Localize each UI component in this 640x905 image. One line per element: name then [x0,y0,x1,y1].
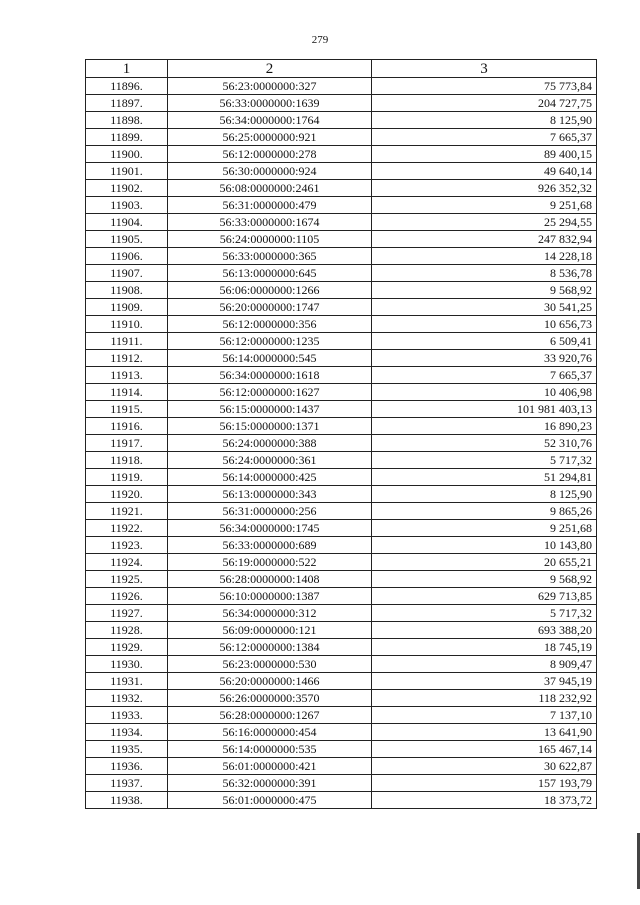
row-number-cell: 11899. [86,129,168,146]
cadastral-number-cell: 56:19:0000000:522 [168,554,372,571]
cadastral-number-cell: 56:10:0000000:1387 [168,588,372,605]
cadastral-number-cell: 56:33:0000000:365 [168,248,372,265]
value-cell: 10 406,98 [372,384,597,401]
table-row [86,367,597,384]
cadastral-number-cell: 56:09:0000000:121 [168,622,372,639]
table-row [86,316,597,333]
row-number-cell: 11907. [86,265,168,282]
cadastral-number-cell: 56:33:0000000:689 [168,537,372,554]
value-cell: 49 640,14 [372,163,597,180]
cadastral-number-cell: 56:12:0000000:278 [168,146,372,163]
row-number-cell: 11921. [86,503,168,520]
value-cell: 5 717,32 [372,452,597,469]
row-number-cell: 11905. [86,231,168,248]
value-cell: 16 890,23 [372,418,597,435]
value-cell: 8 536,78 [372,265,597,282]
value-cell: 33 920,76 [372,350,597,367]
row-number-cell: 11924. [86,554,168,571]
row-number-cell: 11926. [86,588,168,605]
value-cell: 37 945,19 [372,673,597,690]
table-row [86,639,597,656]
cadastral-number-cell: 56:14:0000000:535 [168,741,372,758]
value-cell: 18 745,19 [372,639,597,656]
cadastral-number-cell: 56:32:0000000:391 [168,775,372,792]
table-row [86,231,597,248]
cadastral-number-cell: 56:34:0000000:312 [168,605,372,622]
cadastral-number-cell: 56:28:0000000:1408 [168,571,372,588]
value-cell: 8 125,90 [372,486,597,503]
value-cell: 10 656,73 [372,316,597,333]
row-number-cell: 11932. [86,690,168,707]
row-number-cell: 11908. [86,282,168,299]
cadastral-number-cell: 56:20:0000000:1747 [168,299,372,316]
value-cell: 7 665,37 [372,367,597,384]
row-number-cell: 11931. [86,673,168,690]
cadastral-number-cell: 56:33:0000000:1639 [168,95,372,112]
table-row [86,418,597,435]
table-row [86,452,597,469]
cadastral-number-cell: 56:34:0000000:1745 [168,520,372,537]
table-row [86,350,597,367]
table-row [86,265,597,282]
column-header-3: 3 [372,60,597,78]
table-row [86,248,597,265]
table-row [86,299,597,316]
cadastral-value-table [85,59,597,809]
table-header-row [86,60,597,78]
cadastral-number-cell: 56:14:0000000:545 [168,350,372,367]
cadastral-number-cell: 56:15:0000000:1437 [168,401,372,418]
table-row [86,758,597,775]
cadastral-number-cell: 56:14:0000000:425 [168,469,372,486]
table-row [86,435,597,452]
cadastral-number-cell: 56:34:0000000:1764 [168,112,372,129]
row-number-cell: 11915. [86,401,168,418]
table-body [86,78,597,809]
value-cell: 5 717,32 [372,605,597,622]
value-cell: 52 310,76 [372,435,597,452]
table-row [86,146,597,163]
row-number-cell: 11919. [86,469,168,486]
row-number-cell: 11938. [86,792,168,809]
table-row [86,707,597,724]
row-number-cell: 11934. [86,724,168,741]
row-number-cell: 11909. [86,299,168,316]
table-row [86,163,597,180]
value-cell: 14 228,18 [372,248,597,265]
row-number-cell: 11910. [86,316,168,333]
table-row [86,588,597,605]
row-number-cell: 11904. [86,214,168,231]
row-number-cell: 11936. [86,758,168,775]
row-number-cell: 11903. [86,197,168,214]
cadastral-number-cell: 56:28:0000000:1267 [168,707,372,724]
row-number-cell: 11937. [86,775,168,792]
table-row [86,605,597,622]
row-number-cell: 11896. [86,78,168,95]
table-row [86,792,597,809]
value-cell: 247 832,94 [372,231,597,248]
table-row [86,775,597,792]
value-cell: 9 865,26 [372,503,597,520]
cadastral-number-cell: 56:26:0000000:3570 [168,690,372,707]
row-number-cell: 11929. [86,639,168,656]
row-number-cell: 11930. [86,656,168,673]
row-number-cell: 11906. [86,248,168,265]
value-cell: 157 193,79 [372,775,597,792]
table-row [86,214,597,231]
cadastral-number-cell: 56:23:0000000:530 [168,656,372,673]
table-row [86,503,597,520]
value-cell: 9 251,68 [372,197,597,214]
table-row [86,469,597,486]
value-cell: 7 665,37 [372,129,597,146]
row-number-cell: 11920. [86,486,168,503]
value-cell: 118 232,92 [372,690,597,707]
value-cell: 30 541,25 [372,299,597,316]
page-number: 279 [311,34,329,46]
row-number-cell: 11917. [86,435,168,452]
row-number-cell: 11898. [86,112,168,129]
table-row [86,486,597,503]
value-cell: 9 251,68 [372,520,597,537]
row-number-cell: 11914. [86,384,168,401]
value-cell: 10 143,80 [372,537,597,554]
table-row [86,673,597,690]
value-cell: 926 352,32 [372,180,597,197]
table-row [86,401,597,418]
cadastral-number-cell: 56:13:0000000:343 [168,486,372,503]
cadastral-number-cell: 56:24:0000000:361 [168,452,372,469]
cadastral-number-cell: 56:33:0000000:1674 [168,214,372,231]
table-row [86,520,597,537]
table-row [86,95,597,112]
cadastral-number-cell: 56:12:0000000:1235 [168,333,372,350]
cadastral-number-cell: 56:12:0000000:356 [168,316,372,333]
cadastral-number-cell: 56:31:0000000:256 [168,503,372,520]
value-cell: 8 909,47 [372,656,597,673]
value-cell: 9 568,92 [372,571,597,588]
value-cell: 51 294,81 [372,469,597,486]
table-row [86,112,597,129]
cadastral-number-cell: 56:01:0000000:475 [168,792,372,809]
cadastral-number-cell: 56:16:0000000:454 [168,724,372,741]
table-row [86,622,597,639]
value-cell: 8 125,90 [372,112,597,129]
cadastral-number-cell: 56:13:0000000:645 [168,265,372,282]
column-header-1: 1 [86,60,168,78]
value-cell: 30 622,87 [372,758,597,775]
cadastral-number-cell: 56:25:0000000:921 [168,129,372,146]
table-row [86,197,597,214]
cadastral-number-cell: 56:12:0000000:1627 [168,384,372,401]
table-row [86,571,597,588]
row-number-cell: 11918. [86,452,168,469]
cadastral-number-cell: 56:01:0000000:421 [168,758,372,775]
cadastral-number-cell: 56:31:0000000:479 [168,197,372,214]
value-cell: 204 727,75 [372,95,597,112]
value-cell: 89 400,15 [372,146,597,163]
value-cell: 13 641,90 [372,724,597,741]
table-row [86,180,597,197]
cadastral-number-cell: 56:20:0000000:1466 [168,673,372,690]
row-number-cell: 11912. [86,350,168,367]
table-row [86,724,597,741]
row-number-cell: 11922. [86,520,168,537]
cadastral-number-cell: 56:24:0000000:388 [168,435,372,452]
value-cell: 20 655,21 [372,554,597,571]
row-number-cell: 11925. [86,571,168,588]
row-number-cell: 11913. [86,367,168,384]
value-cell: 693 388,20 [372,622,597,639]
row-number-cell: 11916. [86,418,168,435]
cadastral-number-cell: 56:08:0000000:2461 [168,180,372,197]
row-number-cell: 11935. [86,741,168,758]
row-number-cell: 11927. [86,605,168,622]
row-number-cell: 11897. [86,95,168,112]
table-row [86,333,597,350]
table-row [86,690,597,707]
cadastral-number-cell: 56:23:0000000:327 [168,78,372,95]
row-number-cell: 11923. [86,537,168,554]
table-row [86,554,597,571]
row-number-cell: 11901. [86,163,168,180]
value-cell: 6 509,41 [372,333,597,350]
cadastral-number-cell: 56:34:0000000:1618 [168,367,372,384]
table-row [86,741,597,758]
cadastral-number-cell: 56:24:0000000:1105 [168,231,372,248]
value-cell: 165 467,14 [372,741,597,758]
row-number-cell: 11902. [86,180,168,197]
value-cell: 7 137,10 [372,707,597,724]
value-cell: 9 568,92 [372,282,597,299]
table-row [86,282,597,299]
cadastral-number-cell: 56:12:0000000:1384 [168,639,372,656]
cadastral-number-cell: 56:06:0000000:1266 [168,282,372,299]
value-cell: 75 773,84 [372,78,597,95]
cadastral-number-cell: 56:15:0000000:1371 [168,418,372,435]
value-cell: 18 373,72 [372,792,597,809]
value-cell: 101 981 403,13 [372,401,597,418]
table-row [86,129,597,146]
value-cell: 629 713,85 [372,588,597,605]
table-row [86,384,597,401]
column-header-2: 2 [168,60,372,78]
row-number-cell: 11900. [86,146,168,163]
row-number-cell: 11933. [86,707,168,724]
table-row [86,78,597,95]
value-cell: 25 294,55 [372,214,597,231]
table-row [86,656,597,673]
row-number-cell: 11911. [86,333,168,350]
table-row [86,537,597,554]
cadastral-number-cell: 56:30:0000000:924 [168,163,372,180]
row-number-cell: 11928. [86,622,168,639]
